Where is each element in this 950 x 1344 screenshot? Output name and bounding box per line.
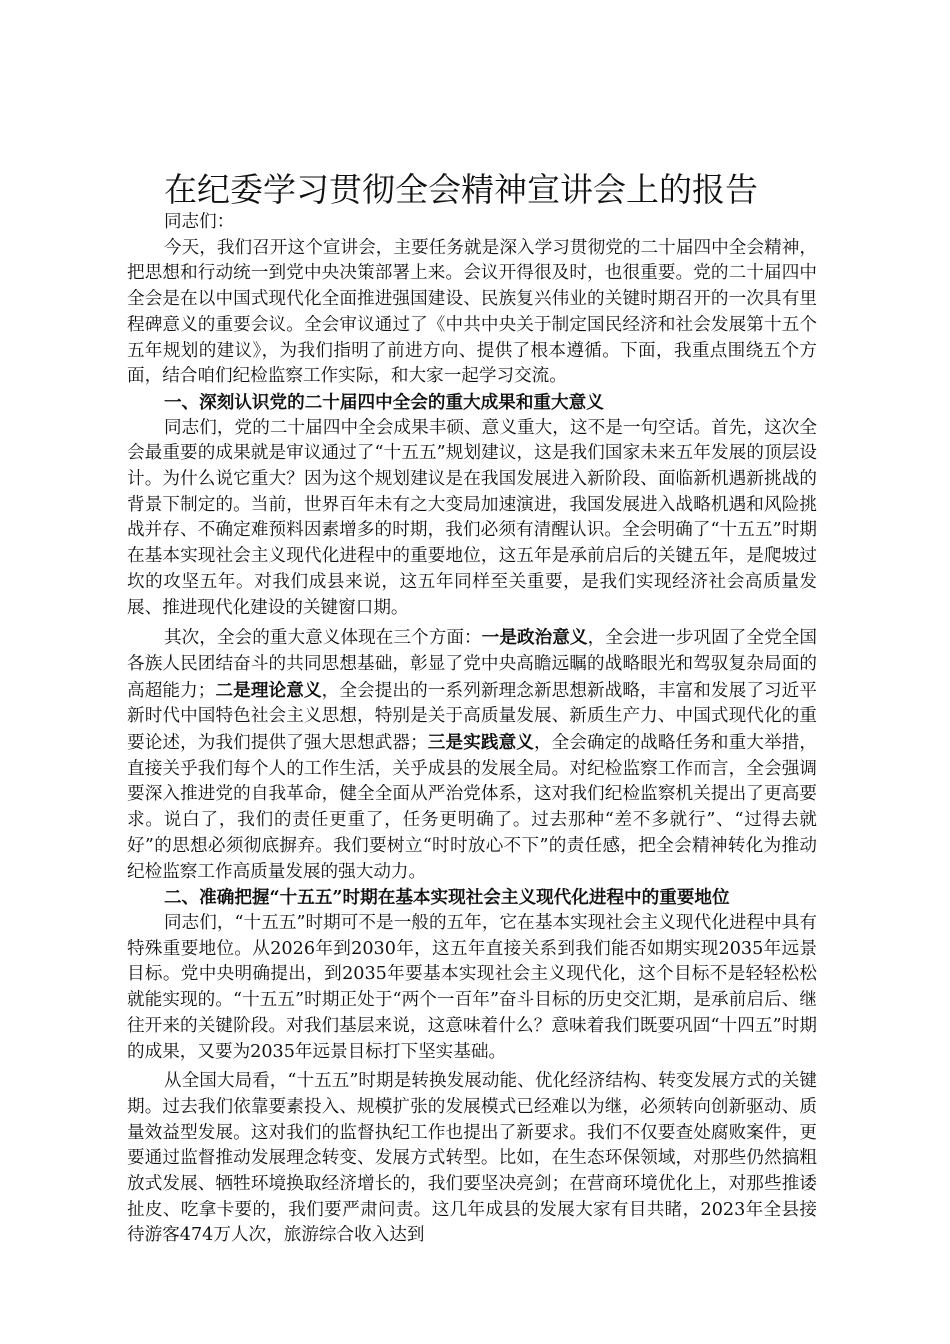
practical-significance-label: 三是实践意义	[427, 732, 534, 754]
paragraph-intro: 今天，我们召开这个宣讲会，主要任务就是深入学习贯彻党的二十届四中全会精神，把思想和行动统一到党中央决策部署上来。会议开得很及时，也很重要。党的二十届四中全会是在以中国式现代化全面推进强国建设、民族复兴伟业的关键时期召开的一次具有里程碑意义的重要会议。全会审议通过了《中共中央关于制定国民经济和社会发展第十五个五年规划的建议》，为我们指明了前进方向、提供了根本遵循。下面，我重点围绕五个方面，结合咱们纪检监察工作实际，和大家一起学习交流。	[127, 237, 817, 387]
paragraph-fifteenth-plan-period: 同志们，“十五五”时期可不是一般的五年，它在基本实现社会主义现代化进程中具有特殊重要地位。从2026年到2030年，这五年直接关系到我们能否如期实现2035年远景目标。党中央明确提出，到2035年要基本实现社会主义现代化，这个目标不是轻轻松松就能实现的。“十五五”时期正处于“两个一百年”奋斗目标的历史交汇期，是承前启后、继往开来的关键阶段。对我们基层来说，这意味着什么？意味着我们既要巩固“十四五”时期的成果，又要为2035年远景目标打下坚实基础。	[127, 912, 817, 1062]
document-title: 在纪委学习贯彻全会精神宣讲会上的报告	[164, 170, 758, 209]
section-heading-2: 二、准确把握“十五五”时期在基本实现社会主义现代化进程中的重要地位	[163, 887, 730, 909]
theoretical-significance-text: ，全会提出的一系列新理念新思想新战略，丰富和发展了习近平新时代中国特色社会主义思想，特别是关于高质量发展、新质生产力、中国式现代化的重要论述，为我们提供了强大思想武器；	[127, 680, 817, 754]
significance-intro: 其次，全会的重大意义体现在三个方面：	[163, 628, 482, 649]
document-body	[127, 210, 817, 1249]
paragraph-achievements: 同志们，党的二十届四中全会成果丰硕、意义重大，这不是一句空话。首先，这次全会最重要的成果就是审议通过了“十五五”规划建议，这是我们国家未来五年发展的顶层设计。为什么说它重大？因为这个规划建议是在我国发展进入新阶段、面临新机遇新挑战的背景下制定的。当前，世界百年未有之大变局加速演进，我国发展进入战略机遇和风险挑战并存、不确定难预料因素增多的时期，我们必须有清醒认识。全会明确了“十五五”时期在基本实现社会主义现代化进程中的重要地位，这五年是承前启后的关键五年，是爬坡过坎的攻坚五年。对我们成县来说，这五年同样至关重要，是我们实现经济社会高质量发展、推进现代化建设的关键窗口期。	[127, 417, 817, 618]
section-heading-1: 一、深刻认识党的二十届四中全会的重大成果和重大意义	[163, 391, 604, 413]
practical-significance-text: ，全会确定的战略任务和重大举措，直接关乎我们每个人的工作生活，关乎成县的发展全局。对纪检监察工作而言，全会强调要深入推进党的自我革命，健全全面从严治党体系，这对我们纪检监察机关提出了更高要求。说白了，我们的责任更重了，任务更明确了。过去那种“差不多就行”、“过得去就好”的思想必须彻底摒弃。我们要树立“时时放心不下”的责任感，把全会精神转化为推动纪检监察工作高质量发展的强大动力。	[127, 733, 817, 882]
salutation: 同志们：	[163, 212, 235, 232]
paragraph-national-perspective: 从全国大局看，“十五五”时期是转换发展动能、优化经济结构、转变发展方式的关键期。过去我们依靠要素投入、规模扩张的发展模式已经难以为继，必须转向创新驱动、质量效益型发展。这对我们的监督执纪工作也提出了新要求。我们不仅要查处腐败案件，更要通过监督推动发展理念转变、发展方式转型。比如，在生态环保领域，对那些仍然搞粗放式发展、牺牲环境换取经济增长的，我们要坚决亮剑；在营商环境优化上，对那些推诿扯皮、吃拿卡要的，我们要严肃问责。这几年成县的发展大家有目共睹，2023年全县接待游客474万人次，旅游综合收入达到	[127, 1071, 817, 1246]
political-significance-label: 一是政治意义	[481, 627, 588, 649]
paragraph-significance	[127, 625, 817, 885]
political-significance-text: ，全会进一步巩固了全党全国各族人民团结奋斗的共同思想基础，彰显了党中央高瞻远瞩的战略眼光和驾驭复杂局面的高超能力；	[127, 628, 817, 701]
theoretical-significance-label: 二是理论意义	[215, 679, 322, 701]
